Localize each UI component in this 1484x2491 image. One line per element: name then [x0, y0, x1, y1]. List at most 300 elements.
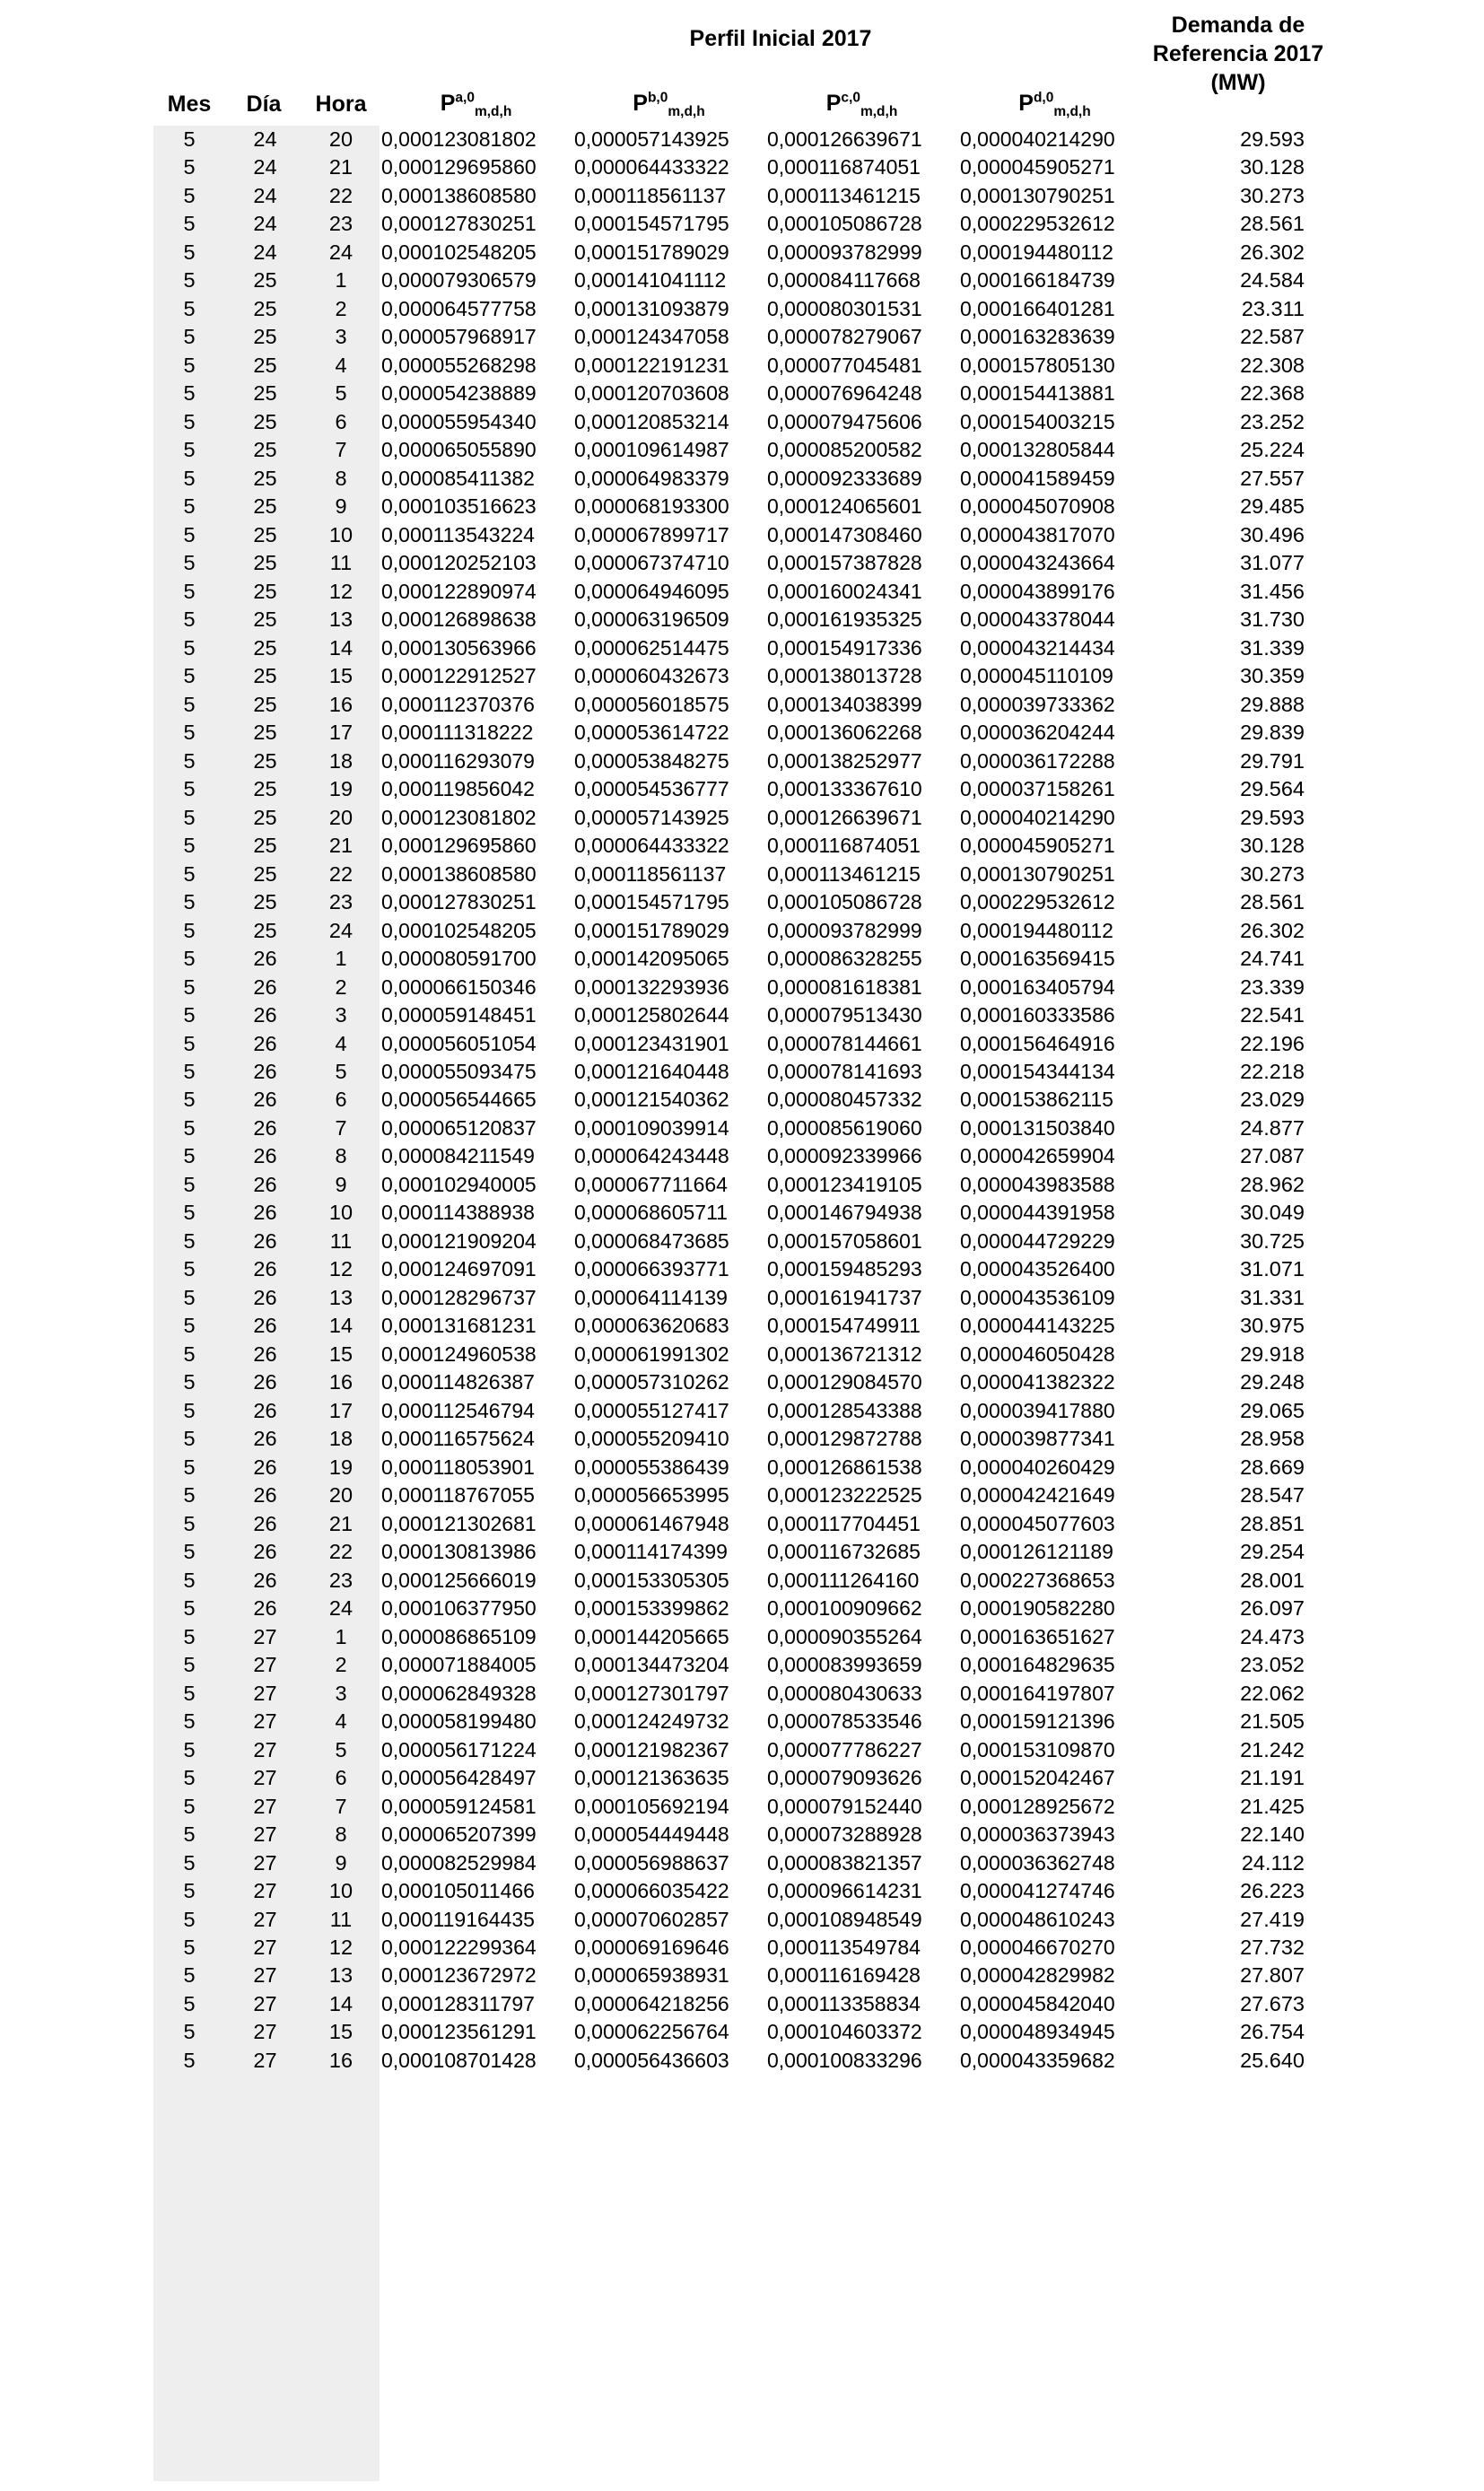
cell-pb: 0,000118561137: [574, 183, 727, 207]
cell-pa: 0,000118053901: [381, 1455, 535, 1479]
cell-demanda: 30.049: [1240, 1201, 1305, 1225]
cell-pb: 0,000118561137: [574, 861, 727, 886]
cell-pb: 0,000127301797: [574, 1681, 729, 1705]
cell-demanda: 23.029: [1240, 1088, 1305, 1112]
cell-pc: 0,000160024341: [767, 579, 922, 603]
cell-pc: 0,000157387828: [767, 551, 922, 575]
cell-hora: 8: [335, 1144, 347, 1168]
cell-mes: 5: [183, 1709, 196, 1734]
cell-hora: 10: [328, 522, 354, 546]
cell-dia: 25: [253, 805, 277, 829]
cell-dia: 25: [253, 409, 277, 433]
cell-dia: 26: [253, 1257, 277, 1281]
cell-pc: 0,000113358834: [767, 1991, 921, 2015]
table-row: [151, 1199, 1305, 1227]
cell-hora: 22: [328, 1540, 354, 1564]
cell-dia: 26: [253, 1540, 277, 1564]
cell-pb: 0,000120703608: [574, 381, 729, 406]
cell-dia: 26: [253, 1568, 277, 1592]
cell-pd: 0,000036373943: [960, 1822, 1115, 1847]
table-row: [151, 380, 1305, 407]
cell-pb: 0,000121540362: [574, 1088, 729, 1112]
cell-dia: 25: [253, 777, 277, 801]
cell-pc: 0,000077786227: [767, 1737, 922, 1761]
cell-mes: 5: [183, 494, 196, 519]
table-row: [151, 549, 1305, 577]
cell-pd: 0,000152042467: [960, 1766, 1115, 1790]
cell-pc: 0,000116874051: [767, 155, 921, 179]
table-row: [151, 1906, 1305, 1934]
cell-hora: 4: [335, 1031, 347, 1055]
cell-pc: 0,000108948549: [767, 1907, 922, 1931]
cell-pa: 0,000071884005: [381, 1653, 537, 1677]
table-row: [151, 1567, 1305, 1595]
table-row: [151, 719, 1305, 747]
cell-demanda: 30.273: [1240, 861, 1305, 886]
cell-pb: 0,000121982367: [574, 1737, 729, 1761]
cell-demanda: 28.669: [1240, 1455, 1305, 1479]
cell-mes: 5: [183, 748, 196, 773]
cell-dia: 25: [253, 918, 277, 942]
cell-dia: 27: [253, 2020, 277, 2044]
cell-pc: 0,000113461215: [767, 183, 921, 207]
cell-mes: 5: [183, 353, 196, 377]
cell-pc: 0,000079475606: [767, 409, 922, 433]
pa-sub: m,d,h: [474, 104, 512, 119]
cell-pb: 0,000064218256: [574, 1991, 729, 2015]
cell-pd: 0,000036204244: [960, 721, 1115, 745]
cell-pd: 0,000159121396: [960, 1709, 1115, 1734]
cell-mes: 5: [183, 890, 196, 914]
cell-dia: 27: [253, 1794, 277, 1818]
cell-dia: 26: [253, 1427, 277, 1451]
cell-mes: 5: [183, 1088, 196, 1112]
cell-pc: 0,000136721312: [767, 1342, 922, 1366]
cell-dia: 25: [253, 268, 277, 293]
cell-mes: 5: [183, 692, 196, 716]
cell-pc: 0,000080301531: [767, 296, 922, 320]
cell-mes: 5: [183, 664, 196, 688]
cell-hora: 18: [328, 748, 354, 773]
table-row: [151, 493, 1305, 520]
cell-pa: 0,000128296737: [381, 1285, 537, 1309]
cell-pc: 0,000138252977: [767, 748, 922, 773]
cell-pb: 0,000064433322: [574, 834, 729, 858]
table-row: [151, 1595, 1305, 1622]
cell-pd: 0,000045070908: [960, 494, 1115, 519]
cell-hora: 9: [335, 494, 347, 519]
table-row: [151, 408, 1305, 436]
cell-pa: 0,000054238889: [381, 381, 537, 406]
cell-demanda: 23.339: [1240, 975, 1305, 999]
cell-dia: 25: [253, 834, 277, 858]
cell-demanda: 28.962: [1240, 1172, 1305, 1196]
cell-dia: 27: [253, 1936, 277, 1959]
cell-pd: 0,000164197807: [960, 1681, 1115, 1705]
table-row: [151, 210, 1305, 238]
cell-pd: 0,000164829635: [960, 1653, 1115, 1677]
cell-mes: 5: [183, 1031, 196, 1055]
cell-pc: 0,000073288928: [767, 1822, 922, 1847]
cell-mes: 5: [183, 579, 196, 603]
table-row: [151, 1454, 1305, 1481]
cell-hora: 9: [335, 1850, 347, 1875]
pb-base: P: [633, 91, 648, 116]
cell-pc: 0,000126639671: [767, 805, 922, 829]
cell-pa: 0,000058199480: [381, 1709, 537, 1734]
cell-pd: 0,000166184739: [960, 268, 1115, 293]
table-title: Perfil Inicial 2017: [689, 26, 872, 51]
table-row: [151, 126, 1305, 153]
cell-pb: 0,000063196509: [574, 607, 729, 632]
cell-dia: 27: [253, 2048, 277, 2072]
cell-pa: 0,000138608580: [381, 861, 537, 886]
cell-pd: 0,000040260429: [960, 1455, 1115, 1479]
cell-pb: 0,000055127417: [574, 1398, 729, 1422]
cell-mes: 5: [183, 834, 196, 858]
cell-demanda: 27.557: [1240, 466, 1305, 490]
cell-mes: 5: [183, 1681, 196, 1705]
cell-mes: 5: [183, 1737, 196, 1761]
table-row: [151, 267, 1305, 294]
cell-pc: 0,000161935325: [767, 607, 922, 632]
cell-hora: 1: [335, 947, 347, 971]
cell-pd: 0,000153862115: [960, 1088, 1113, 1112]
cell-hora: 9: [335, 1172, 347, 1196]
cell-hora: 5: [335, 1737, 347, 1761]
cell-pd: 0,000042421649: [960, 1483, 1115, 1508]
table-row: [151, 436, 1305, 464]
table-row: [151, 1368, 1305, 1396]
cell-pa: 0,000116575624: [381, 1427, 535, 1451]
column-header-dia: Día: [246, 92, 282, 117]
table-row: [151, 465, 1305, 493]
table-row: [151, 1425, 1305, 1453]
cell-demanda: 30.128: [1240, 155, 1305, 179]
cell-pd: 0,000043243664: [960, 551, 1115, 575]
cell-hora: 3: [335, 1003, 347, 1027]
cell-pc: 0,000078144661: [767, 1031, 922, 1055]
table-row: [151, 323, 1305, 351]
cell-pa: 0,000059124581: [381, 1794, 537, 1818]
cell-hora: 13: [328, 1285, 354, 1309]
cell-demanda: 23.311: [1241, 296, 1305, 320]
cell-mes: 5: [183, 240, 196, 264]
cell-hora: 16: [328, 692, 354, 716]
cell-pd: 0,000041589459: [960, 466, 1115, 490]
cell-mes: 5: [183, 1850, 196, 1875]
cell-pa: 0,000065055890: [381, 438, 537, 462]
cell-pc: 0,000076964248: [767, 381, 922, 406]
column-header-pd: [958, 90, 1151, 117]
cell-pd: 0,000166401281: [960, 296, 1115, 320]
cell-pa: 0,000085411382: [381, 466, 535, 490]
cell-hora: 2: [335, 975, 347, 999]
cell-pb: 0,000061467948: [574, 1511, 729, 1535]
cell-mes: 5: [183, 947, 196, 971]
cell-demanda: 24.112: [1241, 1850, 1305, 1875]
cell-demanda: 26.223: [1240, 1879, 1305, 1903]
cell-pc: 0,000147308460: [767, 522, 922, 546]
cell-pa: 0,000124960538: [381, 1342, 537, 1366]
cell-pc: 0,000081618381: [767, 975, 922, 999]
cell-hora: 23: [328, 212, 354, 236]
cell-hora: 6: [335, 409, 347, 433]
cell-demanda: 30.975: [1240, 1314, 1305, 1338]
table-row: [151, 1312, 1305, 1340]
cell-demanda: 21.425: [1240, 1794, 1305, 1818]
cell-pc: 0,000123222525: [767, 1483, 922, 1508]
cell-pa: 0,000116293079: [381, 748, 535, 773]
cell-pd: 0,000043899176: [960, 579, 1115, 603]
cell-demanda: 29.593: [1240, 127, 1305, 151]
cell-demanda: 21.242: [1240, 1737, 1305, 1761]
cell-mes: 5: [183, 1427, 196, 1451]
cell-mes: 5: [183, 1285, 196, 1309]
cell-mes: 5: [183, 381, 196, 406]
cell-dia: 27: [253, 1737, 277, 1761]
cell-hora: 19: [328, 1455, 354, 1479]
cell-pa: 0,000055954340: [381, 409, 537, 433]
table-row: [151, 1680, 1305, 1708]
table-row: [151, 1877, 1305, 1905]
cell-pa: 0,000055093475: [381, 1059, 537, 1083]
cell-demanda: 26.097: [1240, 1596, 1305, 1621]
cell-demanda: 23.252: [1240, 409, 1305, 433]
cell-dia: 27: [253, 1991, 277, 2015]
cell-pa: 0,000113543224: [381, 522, 535, 546]
cell-pb: 0,000057310262: [574, 1370, 729, 1394]
cell-dia: 25: [253, 890, 277, 914]
cell-dia: 27: [253, 1822, 277, 1847]
cell-pb: 0,000070602857: [574, 1907, 729, 1931]
cell-pd: 0,000163569415: [960, 947, 1115, 971]
cell-pb: 0,000056653995: [574, 1483, 729, 1508]
cell-hora: 2: [335, 1653, 347, 1677]
cell-demanda: 23.052: [1240, 1653, 1305, 1677]
table-row: [151, 1058, 1305, 1086]
cell-pb: 0,000053614722: [574, 721, 729, 745]
cell-mes: 5: [183, 1936, 196, 1959]
cell-dia: 26: [253, 1144, 277, 1168]
table-row: [151, 295, 1305, 323]
cell-pd: 0,000156464916: [960, 1031, 1115, 1055]
pa-sup: a,0: [455, 90, 475, 106]
cell-pd: 0,000043536109: [960, 1285, 1115, 1309]
table-row: [151, 1764, 1305, 1792]
cell-hora: 18: [328, 1427, 354, 1451]
cell-dia: 25: [253, 692, 277, 716]
cell-pd: 0,000045077603: [960, 1511, 1115, 1535]
cell-mes: 5: [183, 1879, 196, 1903]
cell-pc: 0,000154749911: [767, 1314, 921, 1338]
cell-pc: 0,000128543388: [767, 1398, 922, 1422]
cell-pc: 0,000157058601: [767, 1228, 922, 1253]
table-row: [151, 2047, 1305, 2075]
cell-pd: 0,000154413881: [960, 381, 1115, 406]
cell-dia: 26: [253, 1455, 277, 1479]
cell-demanda: 31.456: [1240, 579, 1305, 603]
cell-demanda: 22.541: [1240, 1003, 1305, 1027]
cell-pc: 0,000123419105: [767, 1172, 922, 1196]
cell-pa: 0,000119164435: [381, 1907, 535, 1931]
pc-sup: c,0: [841, 90, 860, 106]
cell-pa: 0,000122299364: [381, 1936, 537, 1959]
cell-pb: 0,000057143925: [574, 127, 729, 151]
cell-pb: 0,000053848275: [574, 748, 729, 773]
cell-pc: 0,000138013728: [767, 664, 922, 688]
cell-demanda: 29.485: [1240, 494, 1305, 519]
cell-pb: 0,000056018575: [574, 692, 729, 716]
cell-pc: 0,000100833296: [767, 2048, 922, 2072]
cell-pa: 0,000103516623: [381, 494, 537, 519]
cell-demanda: 25.224: [1240, 438, 1305, 462]
cell-demanda: 28.547: [1240, 1483, 1305, 1508]
cell-pb: 0,000066393771: [574, 1257, 729, 1281]
table-row: [151, 1990, 1305, 2018]
cell-demanda: 30.496: [1240, 522, 1305, 546]
pd-sub: m,d,h: [1053, 104, 1091, 119]
cell-pc: 0,000093782999: [767, 240, 922, 264]
cell-mes: 5: [183, 1483, 196, 1508]
cell-pb: 0,000121363635: [574, 1766, 729, 1790]
cell-demanda: 28.001: [1240, 1568, 1305, 1592]
cell-pa: 0,000066150346: [381, 975, 537, 999]
cell-mes: 5: [183, 1907, 196, 1931]
cell-pb: 0,000067899717: [574, 522, 729, 546]
cell-pc: 0,000086328255: [767, 947, 922, 971]
pc-sub: m,d,h: [860, 104, 898, 119]
cell-pa: 0,000121302681: [381, 1511, 537, 1535]
cell-pa: 0,000105011466: [381, 1879, 535, 1903]
cell-pc: 0,000083993659: [767, 1653, 922, 1677]
cell-pa: 0,000123672972: [381, 1963, 537, 1988]
cell-dia: 25: [253, 353, 277, 377]
cell-pc: 0,000129084570: [767, 1370, 922, 1394]
cell-dia: 26: [253, 1370, 277, 1394]
cell-hora: 7: [335, 1115, 347, 1140]
table-row: [151, 1510, 1305, 1538]
cell-mes: 5: [183, 1653, 196, 1677]
cell-demanda: 28.561: [1240, 212, 1305, 236]
cell-mes: 5: [183, 1201, 196, 1225]
cell-demanda: 22.218: [1240, 1059, 1305, 1083]
cell-dia: 26: [253, 1088, 277, 1112]
cell-pb: 0,000141041112: [574, 268, 727, 293]
cell-demanda: 28.851: [1240, 1511, 1305, 1535]
cell-pc: 0,000085200582: [767, 438, 922, 462]
cell-pd: 0,000160333586: [960, 1003, 1115, 1027]
cell-pd: 0,000044143225: [960, 1314, 1115, 1338]
cell-hora: 21: [328, 834, 354, 858]
cell-hora: 10: [328, 1201, 354, 1225]
cell-pa: 0,000130563966: [381, 635, 537, 660]
cell-pd: 0,000040214290: [960, 805, 1115, 829]
cell-demanda: 22.308: [1240, 353, 1305, 377]
cell-pb: 0,000132293936: [574, 975, 729, 999]
cell-mes: 5: [183, 466, 196, 490]
cell-pd: 0,000229532612: [960, 212, 1115, 236]
table-row: [151, 1030, 1305, 1058]
table-row: [151, 747, 1305, 775]
cell-hora: 11: [329, 551, 353, 575]
cell-hora: 22: [328, 861, 354, 886]
cell-pc: 0,000093782999: [767, 918, 922, 942]
cell-mes: 5: [183, 1624, 196, 1648]
cell-pc: 0,000079513430: [767, 1003, 922, 1027]
cell-demanda: 22.196: [1240, 1031, 1305, 1055]
cell-hora: 7: [335, 438, 347, 462]
cell-pa: 0,000126898638: [381, 607, 537, 632]
cell-dia: 26: [253, 1201, 277, 1225]
cell-mes: 5: [183, 777, 196, 801]
cell-pb: 0,000151789029: [574, 918, 729, 942]
cell-hora: 22: [328, 183, 354, 207]
cell-demanda: 30.128: [1240, 834, 1305, 858]
cell-pb: 0,000123431901: [574, 1031, 729, 1055]
column-header-hora: Hora: [315, 92, 367, 117]
cell-hora: 4: [335, 353, 347, 377]
cell-demanda: 24.877: [1240, 1115, 1305, 1140]
cell-demanda: 22.368: [1240, 381, 1305, 406]
cell-pb: 0,000068193300: [574, 494, 729, 519]
cell-pb: 0,000069169646: [574, 1936, 729, 1959]
cell-dia: 26: [253, 1003, 277, 1027]
cell-demanda: 29.791: [1240, 748, 1305, 773]
cell-demanda: 29.918: [1240, 1342, 1305, 1366]
cell-pd: 0,000041382322: [960, 1370, 1115, 1394]
cell-pd: 0,000154344134: [960, 1059, 1115, 1083]
demand-header: [1135, 11, 1341, 97]
cell-hora: 5: [335, 1059, 347, 1083]
cell-pc: 0,000154917336: [767, 635, 922, 660]
cell-demanda: 27.732: [1240, 1936, 1305, 1959]
cell-dia: 25: [253, 438, 277, 462]
cell-mes: 5: [183, 1370, 196, 1394]
cell-pb: 0,000109039914: [574, 1115, 729, 1140]
demand-header-line1: Demanda de: [1171, 13, 1305, 38]
cell-pd: 0,000039417880: [960, 1398, 1115, 1422]
cell-dia: 25: [253, 325, 277, 349]
cell-pa: 0,000130813986: [381, 1540, 537, 1564]
cell-pc: 0,000080457332: [767, 1088, 922, 1112]
cell-mes: 5: [183, 1766, 196, 1790]
cell-hora: 15: [328, 1342, 354, 1366]
cell-pa: 0,000122912527: [381, 664, 537, 688]
cell-hora: 3: [335, 1681, 347, 1705]
cell-pd: 0,000194480112: [960, 240, 1113, 264]
cell-mes: 5: [183, 1455, 196, 1479]
cell-mes: 5: [183, 1794, 196, 1818]
cell-demanda: 21.191: [1240, 1766, 1305, 1790]
table-row: [151, 1255, 1305, 1283]
cell-mes: 5: [183, 1991, 196, 2015]
cell-pb: 0,000154571795: [574, 212, 729, 236]
cell-mes: 5: [183, 1115, 196, 1140]
cell-hora: 20: [328, 127, 354, 151]
cell-mes: 5: [183, 212, 196, 236]
cell-dia: 26: [253, 1342, 277, 1366]
cell-mes: 5: [183, 1540, 196, 1564]
cell-hora: 5: [335, 381, 347, 406]
cell-dia: 25: [253, 721, 277, 745]
table-row: [151, 1708, 1305, 1735]
demand-header-line2: Referencia 2017: [1152, 41, 1324, 66]
cell-dia: 24: [253, 212, 277, 236]
cell-pa: 0,000062849328: [381, 1681, 537, 1705]
table-row: [151, 606, 1305, 634]
cell-pc: 0,000077045481: [767, 353, 922, 377]
